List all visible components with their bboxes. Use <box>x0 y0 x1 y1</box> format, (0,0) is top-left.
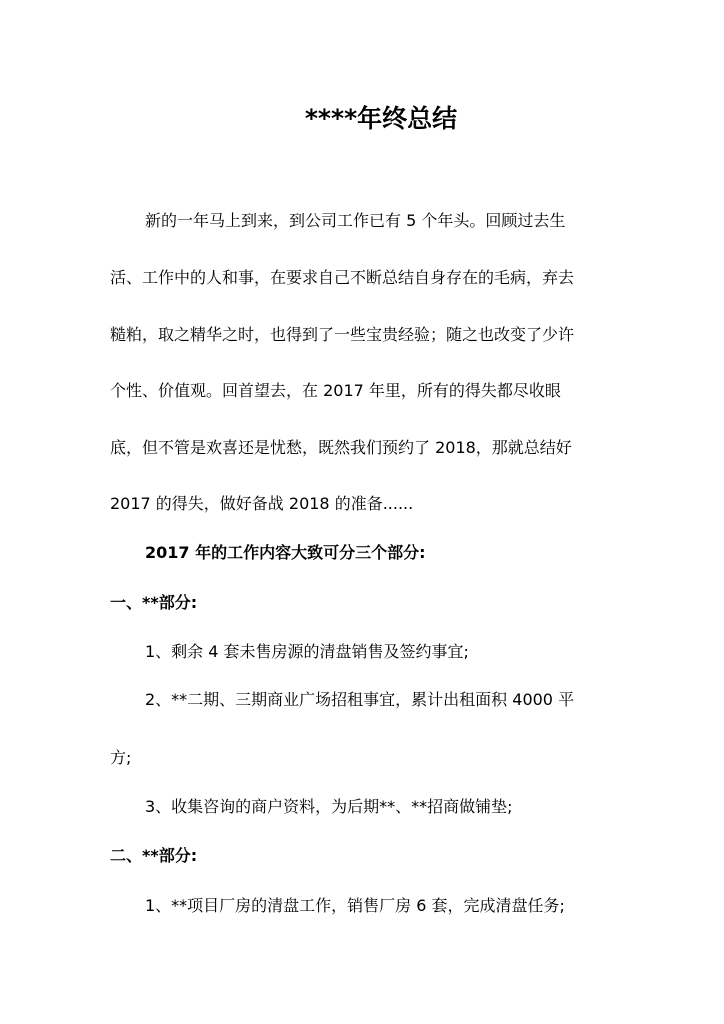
section-1-item-2-line-1: 2、**二期、三期商业广场招租事宜，累计出租面积 4000 平 <box>145 690 575 709</box>
intro-line-5: 底，但不管是欢喜还是忧愁，既然我们预约了 2018，那就总结好 <box>110 438 572 457</box>
section-2-item-1: 1、**项目厂房的清盘工作，销售厂房 6 套，完成清盘任务; <box>145 896 565 915</box>
section-1-heading: 一、**部分: <box>110 593 198 612</box>
section-1-item-3: 3、收集咨询的商户资料，为后期**、**招商做铺垫; <box>145 797 513 816</box>
intro-line-2: 活、工作中的人和事，在要求自己不断总结自身存在的毛病，弃去 <box>110 268 575 287</box>
intro-line-6: 2017 的得失，做好备战 2018 的准备...... <box>110 494 414 513</box>
section-2-heading: 二、**部分: <box>110 846 198 865</box>
intro-line-3: 糙粕，取之精华之时，也得到了一些宝贵经验；随之也改变了少许 <box>110 325 575 344</box>
summary-heading: 2017 年的工作内容大致可分三个部分: <box>145 543 426 562</box>
section-1-item-1: 1、剩余 4 套未售房源的清盘销售及签约事宜; <box>145 642 469 661</box>
document-title: ****年终总结 <box>304 104 458 133</box>
intro-line-1: 新的一年马上到来，到公司工作已有 5 个年头。回顾过去生 <box>145 211 566 230</box>
section-1-item-2-line-2: 方; <box>110 748 132 767</box>
intro-line-4: 个性、价值观。回首望去，在 2017 年里，所有的得失都尽收眼 <box>110 381 561 400</box>
